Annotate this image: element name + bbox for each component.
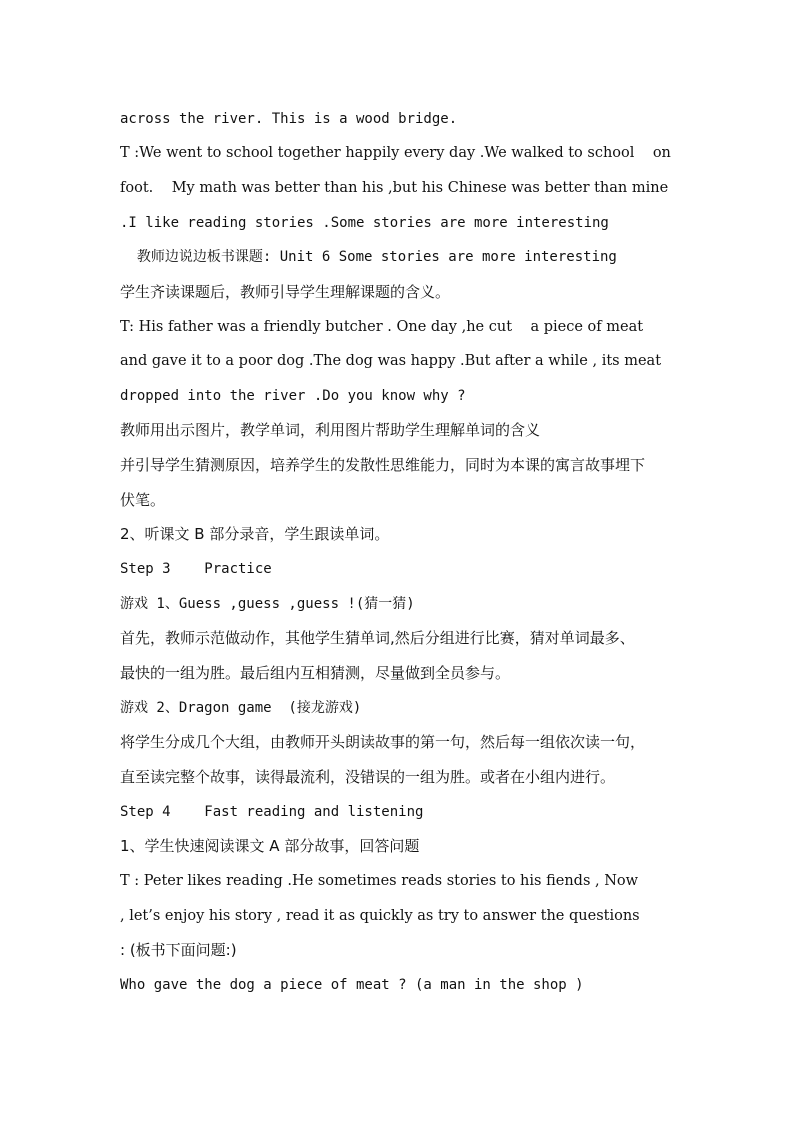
text-line: across the river. This is a wood bridge. <box>120 111 458 127</box>
text-line: 并引导学生猜测原因，培养学生的发散性思维能力，同时为本课的寓言故事埋下 <box>120 456 646 474</box>
text-line: , let’s enjoy his story , read it as quickly as try to answer the questions <box>120 908 640 924</box>
text-line: 直至读完整个故事，读得最流利，没错误的一组为胜。或者在小组内进行。 <box>120 768 616 786</box>
text-line: 首先，教师示范做动作，其他学生猜单词,然后分组进行比赛，猜对单词最多、 <box>120 629 635 647</box>
text-line: 学生齐读课题后，教师引导学生理解课题的含义。 <box>120 283 451 301</box>
text-line: Who gave the dog a piece of meat ? (a man in the shop ) <box>120 977 584 993</box>
text-line: and gave it to a poor dog .The dog was happy .But after a while , its meat <box>120 353 662 369</box>
text-line: 教师边说边板书课题: Unit 6 Some stories are more interesting <box>120 249 617 265</box>
text-line: 最快的一组为胜。最后组内互相猜测，尽量做到全员参与。 <box>120 664 511 682</box>
text-line: 教师用出示图片，教学单词，利用图片帮助学生理解单词的含义 <box>120 421 541 439</box>
text-line: 伏笔。 <box>120 491 166 509</box>
text-line: .I like reading stories .Some stories are more interesting <box>120 215 609 231</box>
text-line: T: His father was a friendly butcher . One day ,he cut a piece of meat <box>120 319 644 335</box>
text-line: 将学生分成几个大组，由教师开头朗读故事的第一句，然后每一组依次读一句， <box>120 733 646 751</box>
text-line: foot. My math was better than his ,but his Chinese was better than mine <box>120 180 669 196</box>
text-line: 游戏 1、Guess ,guess ,guess !(猜一猜) <box>120 596 415 612</box>
text-line: : (板书下面问题:) <box>120 941 237 959</box>
section-heading: Step 3 Practice <box>120 561 272 577</box>
text-line: T :We went to school together happily every day .We walked to school on <box>120 145 671 161</box>
text-line: T : Peter likes reading .He sometimes reads stories to his fiends , Now <box>120 873 639 889</box>
text-line: dropped into the river .Do you know why ? <box>120 388 466 404</box>
text-line: 2、听课文 B 部分录音，学生跟读单词。 <box>120 525 390 543</box>
section-heading: Step 4 Fast reading and listening <box>120 804 424 820</box>
text-line: 1、学生快速阅读课文 A 部分故事，回答问题 <box>120 837 420 855</box>
text-line: 游戏 2、Dragon game (接龙游戏) <box>120 700 362 716</box>
